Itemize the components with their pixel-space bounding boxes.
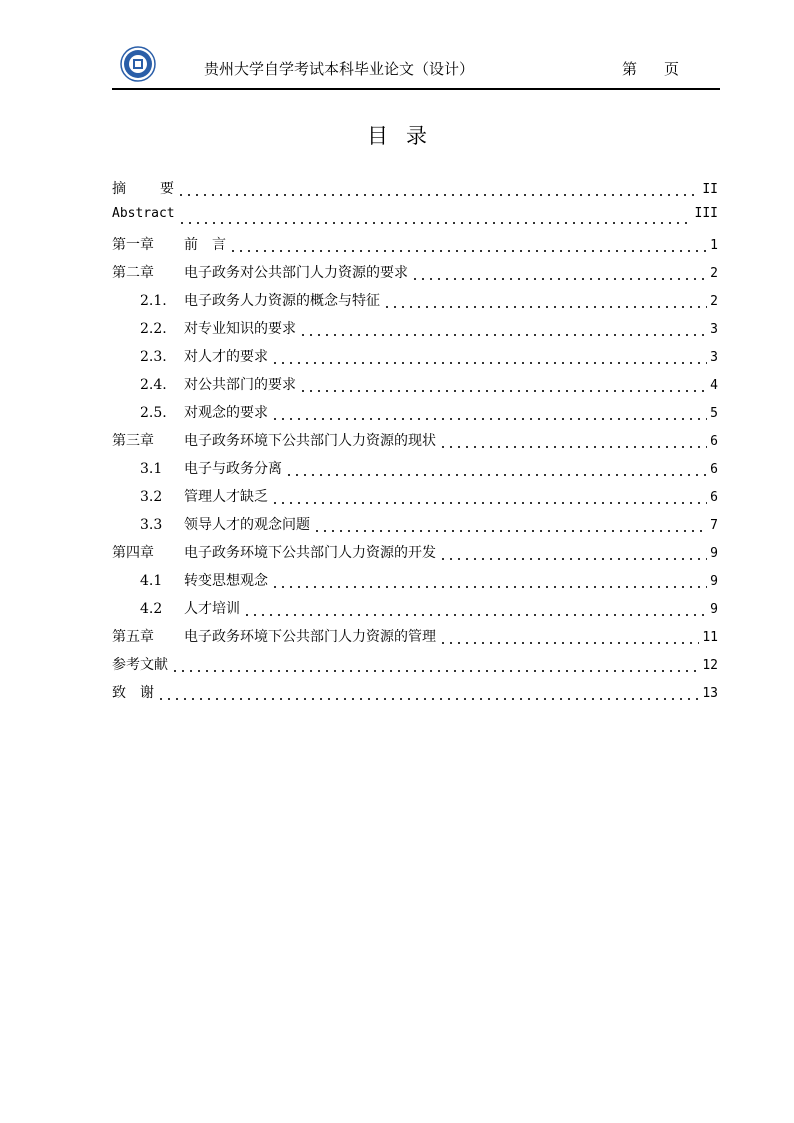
toc-entry[interactable] bbox=[112, 402, 718, 430]
toc-entry-number: 2.5. bbox=[140, 405, 167, 421]
toc-entry-title: 领导人才的观念问题 bbox=[184, 517, 310, 533]
toc-dot-leader bbox=[411, 277, 707, 281]
toc-entry[interactable] bbox=[112, 654, 718, 682]
toc-entry-title: 谢 bbox=[140, 685, 154, 701]
toc-entry-number: 摘 bbox=[112, 181, 126, 197]
toc-entry-page: 2 bbox=[710, 294, 718, 309]
toc-entry-number: 2.3. bbox=[140, 349, 167, 365]
toc-entry-title: 人才培训 bbox=[184, 601, 240, 617]
toc-dot-leader bbox=[229, 249, 707, 253]
toc-dot-leader bbox=[157, 697, 699, 701]
toc-entry-number: 3.3 bbox=[140, 517, 163, 533]
toc-entry[interactable] bbox=[112, 346, 718, 374]
toc-dot-leader bbox=[271, 361, 707, 365]
toc-entry[interactable] bbox=[112, 458, 718, 486]
toc-entry-page: III bbox=[694, 206, 718, 221]
toc-entry[interactable] bbox=[112, 430, 718, 458]
header-title: 贵州大学自学考试本科毕业论文（设计） bbox=[204, 60, 475, 78]
toc-entry[interactable] bbox=[112, 178, 718, 206]
toc-entry[interactable] bbox=[112, 486, 718, 514]
toc-entry-page: 1 bbox=[710, 238, 718, 253]
toc-entry-page: 13 bbox=[702, 686, 718, 701]
toc-dot-leader bbox=[439, 641, 699, 645]
toc-dot-leader bbox=[299, 389, 707, 393]
toc-entry-title: Abstract bbox=[112, 206, 175, 221]
toc-entry-number: 第一章 bbox=[112, 237, 154, 253]
toc-entry[interactable] bbox=[112, 374, 718, 402]
toc-entry-page: 9 bbox=[710, 602, 718, 617]
toc-entry-title: 电子政务环境下公共部门人力资源的现状 bbox=[184, 433, 436, 449]
toc-entry-number: 致 bbox=[112, 685, 126, 701]
toc-entry-page: 6 bbox=[710, 462, 718, 477]
university-logo-icon bbox=[120, 46, 156, 82]
toc-entry-page: II bbox=[702, 182, 718, 197]
toc-entry-title: 要 bbox=[160, 181, 174, 197]
toc-dot-leader bbox=[285, 473, 707, 477]
toc-entry[interactable] bbox=[112, 598, 718, 626]
toc-entry-number: 4.2 bbox=[140, 601, 163, 617]
header-page-label-suffix: 页 bbox=[664, 60, 680, 78]
toc-entry-title: 对公共部门的要求 bbox=[184, 377, 296, 393]
toc-entry-number: 2.1. bbox=[140, 293, 167, 309]
toc-dot-leader bbox=[271, 501, 707, 505]
toc-entry-title: 转变思想观念 bbox=[184, 573, 268, 589]
toc-entry-page: 6 bbox=[710, 490, 718, 505]
table-of-contents bbox=[112, 178, 718, 710]
toc-entry[interactable] bbox=[112, 318, 718, 346]
toc-entry-number: 4.1 bbox=[140, 573, 163, 589]
toc-entry-number: 3.1 bbox=[140, 461, 163, 477]
toc-entry-title: 对观念的要求 bbox=[184, 405, 268, 421]
toc-dot-leader bbox=[271, 585, 707, 589]
toc-entry[interactable] bbox=[112, 234, 718, 262]
toc-entry-page: 12 bbox=[702, 658, 718, 673]
toc-dot-leader bbox=[313, 529, 707, 533]
toc-entry[interactable] bbox=[112, 570, 718, 598]
toc-entry-page: 11 bbox=[702, 630, 718, 645]
toc-entry-page: 4 bbox=[710, 378, 718, 393]
toc-entry-page: 3 bbox=[710, 322, 718, 337]
toc-entry[interactable] bbox=[112, 206, 718, 234]
toc-entry-title: 电子政务环境下公共部门人力资源的管理 bbox=[184, 629, 436, 645]
toc-entry-number: 第三章 bbox=[112, 433, 154, 449]
toc-dot-leader bbox=[383, 305, 707, 309]
toc-entry[interactable] bbox=[112, 262, 718, 290]
toc-entry-title: 电子政务环境下公共部门人力资源的开发 bbox=[184, 545, 436, 561]
toc-dot-leader bbox=[439, 557, 707, 561]
header-page-label-prefix: 第 bbox=[622, 60, 638, 78]
toc-entry[interactable] bbox=[112, 682, 718, 710]
toc-entry-page: 3 bbox=[710, 350, 718, 365]
toc-entry[interactable] bbox=[112, 626, 718, 654]
toc-entry-page: 2 bbox=[710, 266, 718, 281]
toc-entry-number: 第五章 bbox=[112, 629, 154, 645]
toc-entry-title: 电子与政务分离 bbox=[184, 461, 282, 477]
toc-dot-leader bbox=[299, 333, 707, 337]
toc-entry-title: 管理人才缺乏 bbox=[184, 489, 268, 505]
page-header bbox=[112, 44, 720, 90]
toc-entry-title: 参考文献 bbox=[112, 657, 168, 673]
toc-entry-page: 9 bbox=[710, 546, 718, 561]
toc-entry-page: 7 bbox=[710, 518, 718, 533]
toc-dot-leader bbox=[243, 613, 707, 617]
toc-dot-leader bbox=[171, 669, 699, 673]
toc-dot-leader bbox=[439, 445, 707, 449]
toc-entry-title: 对人才的要求 bbox=[184, 349, 268, 365]
toc-entry-title: 电子政务对公共部门人力资源的要求 bbox=[184, 265, 408, 281]
toc-entry-number: 2.2. bbox=[140, 321, 167, 337]
toc-entry[interactable] bbox=[112, 514, 718, 542]
toc-entry-page: 6 bbox=[710, 434, 718, 449]
toc-entry-page: 5 bbox=[710, 406, 718, 421]
toc-title: 目录 bbox=[367, 124, 445, 148]
toc-dot-leader bbox=[178, 221, 692, 225]
toc-entry-title: 前 言 bbox=[184, 237, 226, 253]
toc-entry-number: 2.4. bbox=[140, 377, 167, 393]
toc-entry[interactable] bbox=[112, 542, 718, 570]
toc-entry-title: 对专业知识的要求 bbox=[184, 321, 296, 337]
toc-entry-page: 9 bbox=[710, 574, 718, 589]
toc-entry-number: 第二章 bbox=[112, 265, 154, 281]
toc-entry-number: 3.2 bbox=[140, 489, 163, 505]
toc-entry-number: 第四章 bbox=[112, 545, 154, 561]
toc-dot-leader bbox=[271, 417, 707, 421]
toc-entry[interactable] bbox=[112, 290, 718, 318]
toc-dot-leader bbox=[177, 193, 699, 197]
toc-entry-title: 电子政务人力资源的概念与特征 bbox=[184, 293, 380, 309]
